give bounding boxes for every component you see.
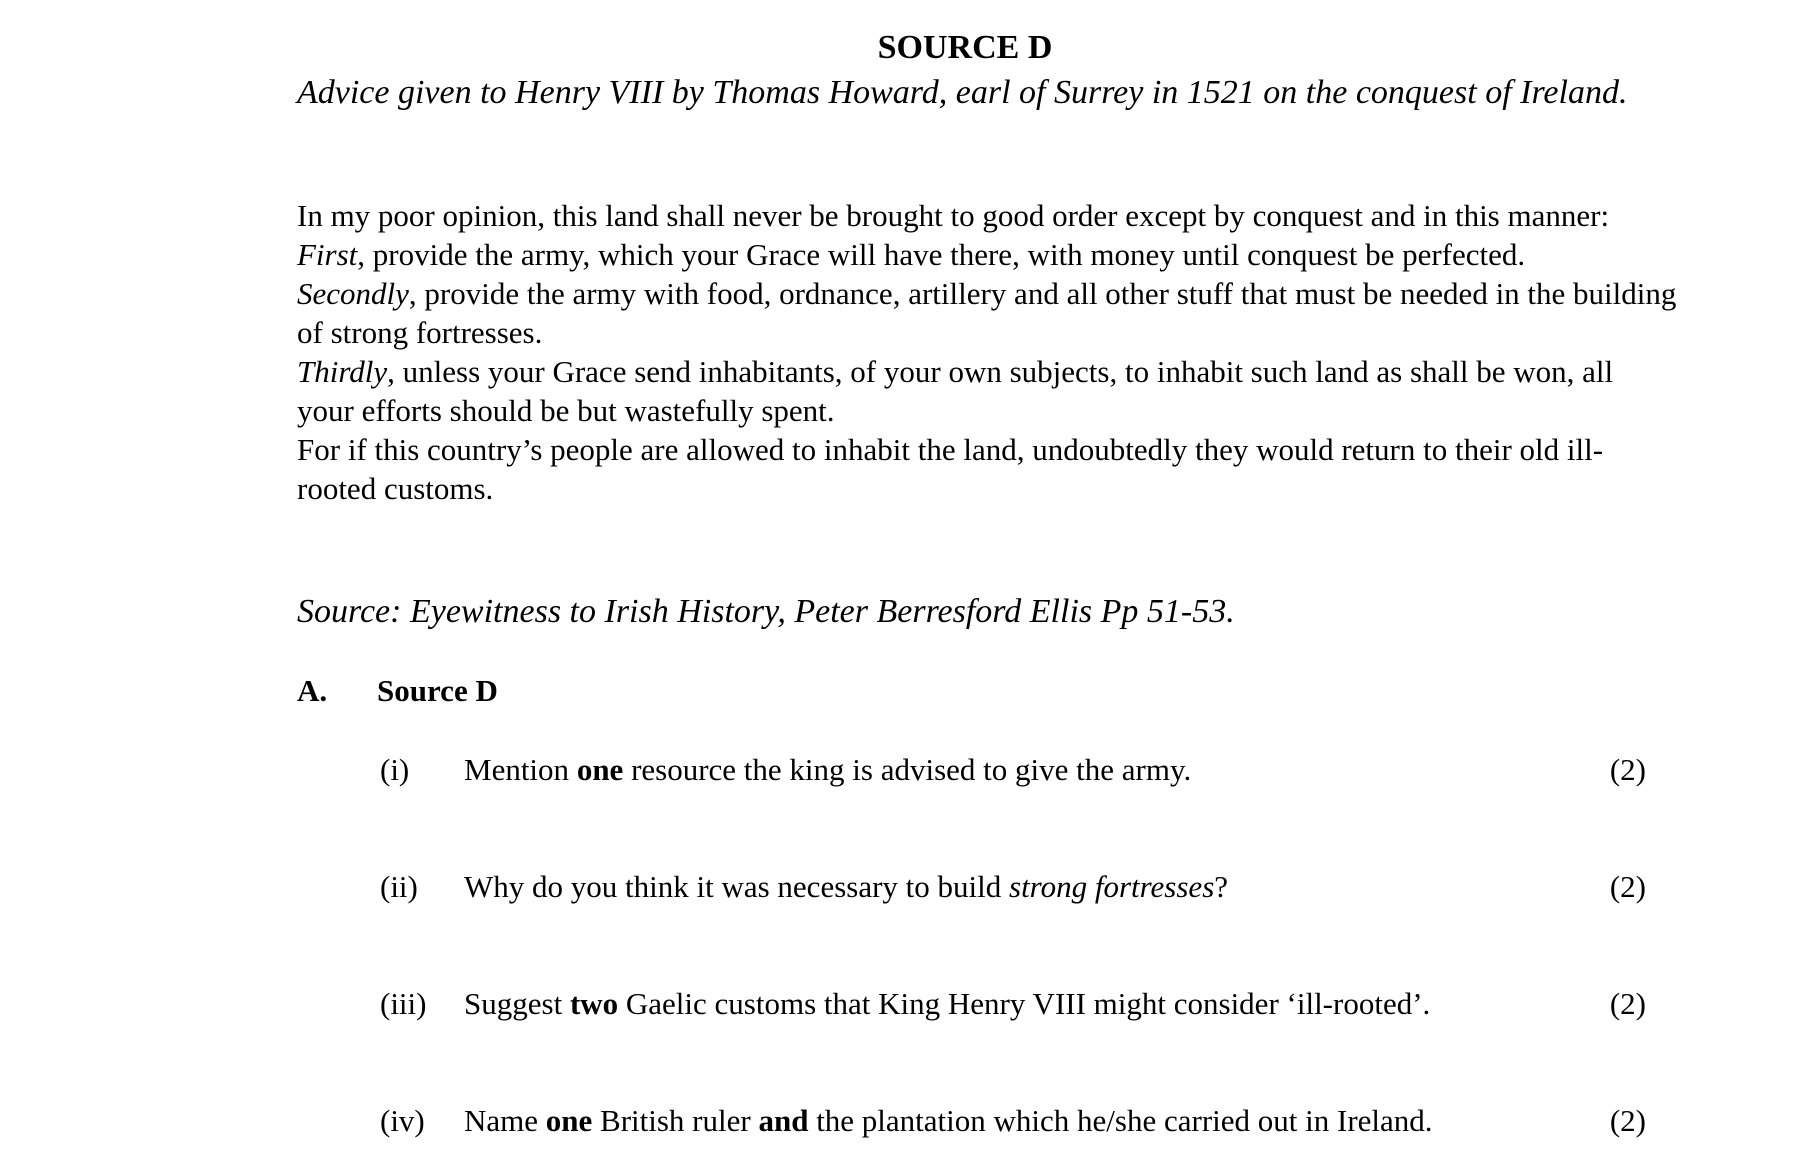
second-text: , provide the army with food, ordnance, artillery and all other stuff that must be needed in the building of strong fortresses. xyxy=(297,276,1677,350)
second-point xyxy=(297,274,1677,352)
source-text xyxy=(297,196,1677,508)
section-letter: A. xyxy=(297,673,328,708)
question-text: Suggest two Gaelic customs that King Henry VIII might consider ‘ill-rooted’. xyxy=(464,986,1431,1021)
question-text: Why do you think it was necessary to build strong fortresses? xyxy=(464,869,1229,904)
question-number: (iv) xyxy=(380,1103,425,1138)
question-text: Name one British ruler and the plantation which he/she carried out in Ireland. xyxy=(464,1103,1433,1138)
question-number: (iii) xyxy=(380,986,427,1021)
first-label: First xyxy=(297,237,358,272)
source-caption: Advice given to Henry VIII by Thomas Howard, earl of Surrey in 1521 on the conquest of Ireland. xyxy=(297,74,1628,111)
question-marks: (2) xyxy=(1609,869,1646,904)
third-label: Thirdly xyxy=(297,354,388,389)
first-text: , provide the army, which your Grace will have there, with money until conquest be perfected. xyxy=(357,237,1526,272)
source-citation: Source: Eyewitness to Irish History, Peter Berresford Ellis Pp 51-53. xyxy=(297,593,1235,630)
question-number: (ii) xyxy=(380,869,418,904)
question-marks: (2) xyxy=(1609,1103,1646,1138)
first-point xyxy=(297,235,1677,274)
closing-paragraph: For if this country’s people are allowed to inhabit the land, undoubtedly they would return to their old ill-rooted customs. xyxy=(297,432,1604,506)
third-point xyxy=(297,352,1677,430)
question-number: (i) xyxy=(380,752,410,787)
question-marks: (2) xyxy=(1609,752,1646,787)
third-text: , unless your Grace send inhabitants, of your own subjects, to inhabit such land as shall be won, all your efforts should be but wastefully spent. xyxy=(297,354,1614,428)
question-marks: (2) xyxy=(1609,986,1646,1021)
section-label: Source D xyxy=(377,673,498,708)
page-title: SOURCE D xyxy=(877,29,1053,66)
second-label: Secondly xyxy=(297,276,409,311)
section-heading xyxy=(297,671,498,711)
intro-paragraph: In my poor opinion, this land shall never be brought to good order except by conquest and in this manner: xyxy=(297,198,1610,233)
question-text: Mention one resource the king is advised to give the army. xyxy=(464,752,1192,787)
